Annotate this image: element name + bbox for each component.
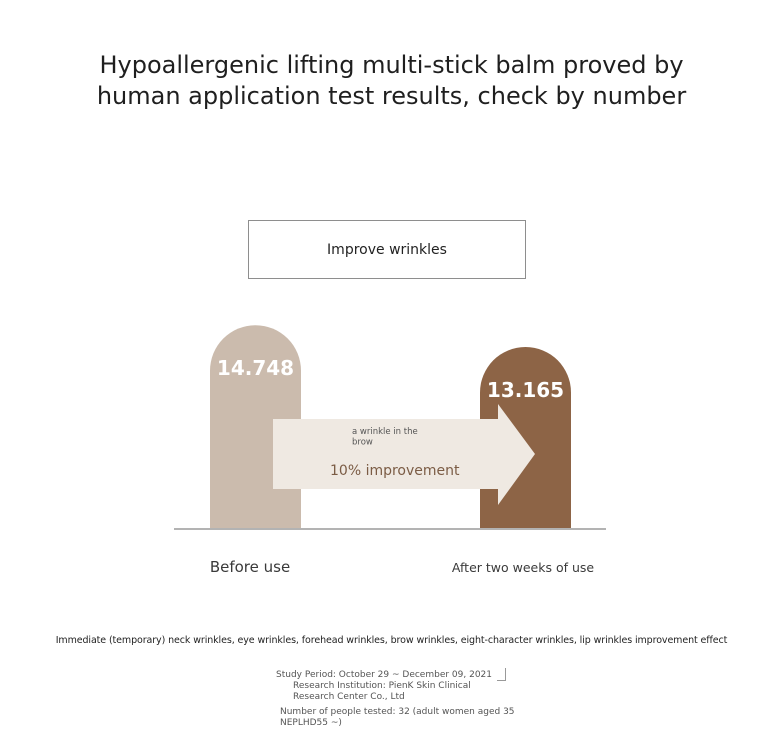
improvement-label: 10% improvement bbox=[330, 463, 460, 479]
study-period: Study Period: October 29 ~ December 09, 2021 bbox=[276, 670, 493, 680]
category-label-before: Before use bbox=[209, 558, 291, 576]
bracket-mark bbox=[497, 668, 506, 681]
study-institution-line-1: Research Institution: PienK Skin Clinical bbox=[293, 681, 471, 691]
value-label-after: 13.165 bbox=[486, 377, 565, 402]
title-line-2: human application test results, check by number bbox=[96, 82, 687, 110]
annotation-small-line-2: brow bbox=[352, 437, 373, 448]
title-line-1: Hypoallergenic lifting multi-stick balm proved by bbox=[99, 51, 684, 79]
study-institution-line-2: Research Center Co., Ltd bbox=[293, 692, 405, 702]
study-people-line-2: NEPLHD55 ~) bbox=[280, 718, 342, 728]
footnote: Immediate (temporary) neck wrinkles, eye wrinkles, forehead wrinkles, brow wrinkles, eight-character wrinkles, lip wrinkles improvement effect bbox=[55, 635, 728, 646]
category-label-after: After two weeks of use bbox=[451, 560, 595, 575]
study-people-line-1: Number of people tested: 32 (adult women aged 35 bbox=[280, 707, 515, 717]
annotation-small-line-1: a wrinkle in the bbox=[352, 427, 418, 437]
value-label-before: 14.748 bbox=[216, 356, 295, 381]
metric-label: Improve wrinkles bbox=[327, 241, 447, 258]
study-info bbox=[276, 670, 515, 729]
